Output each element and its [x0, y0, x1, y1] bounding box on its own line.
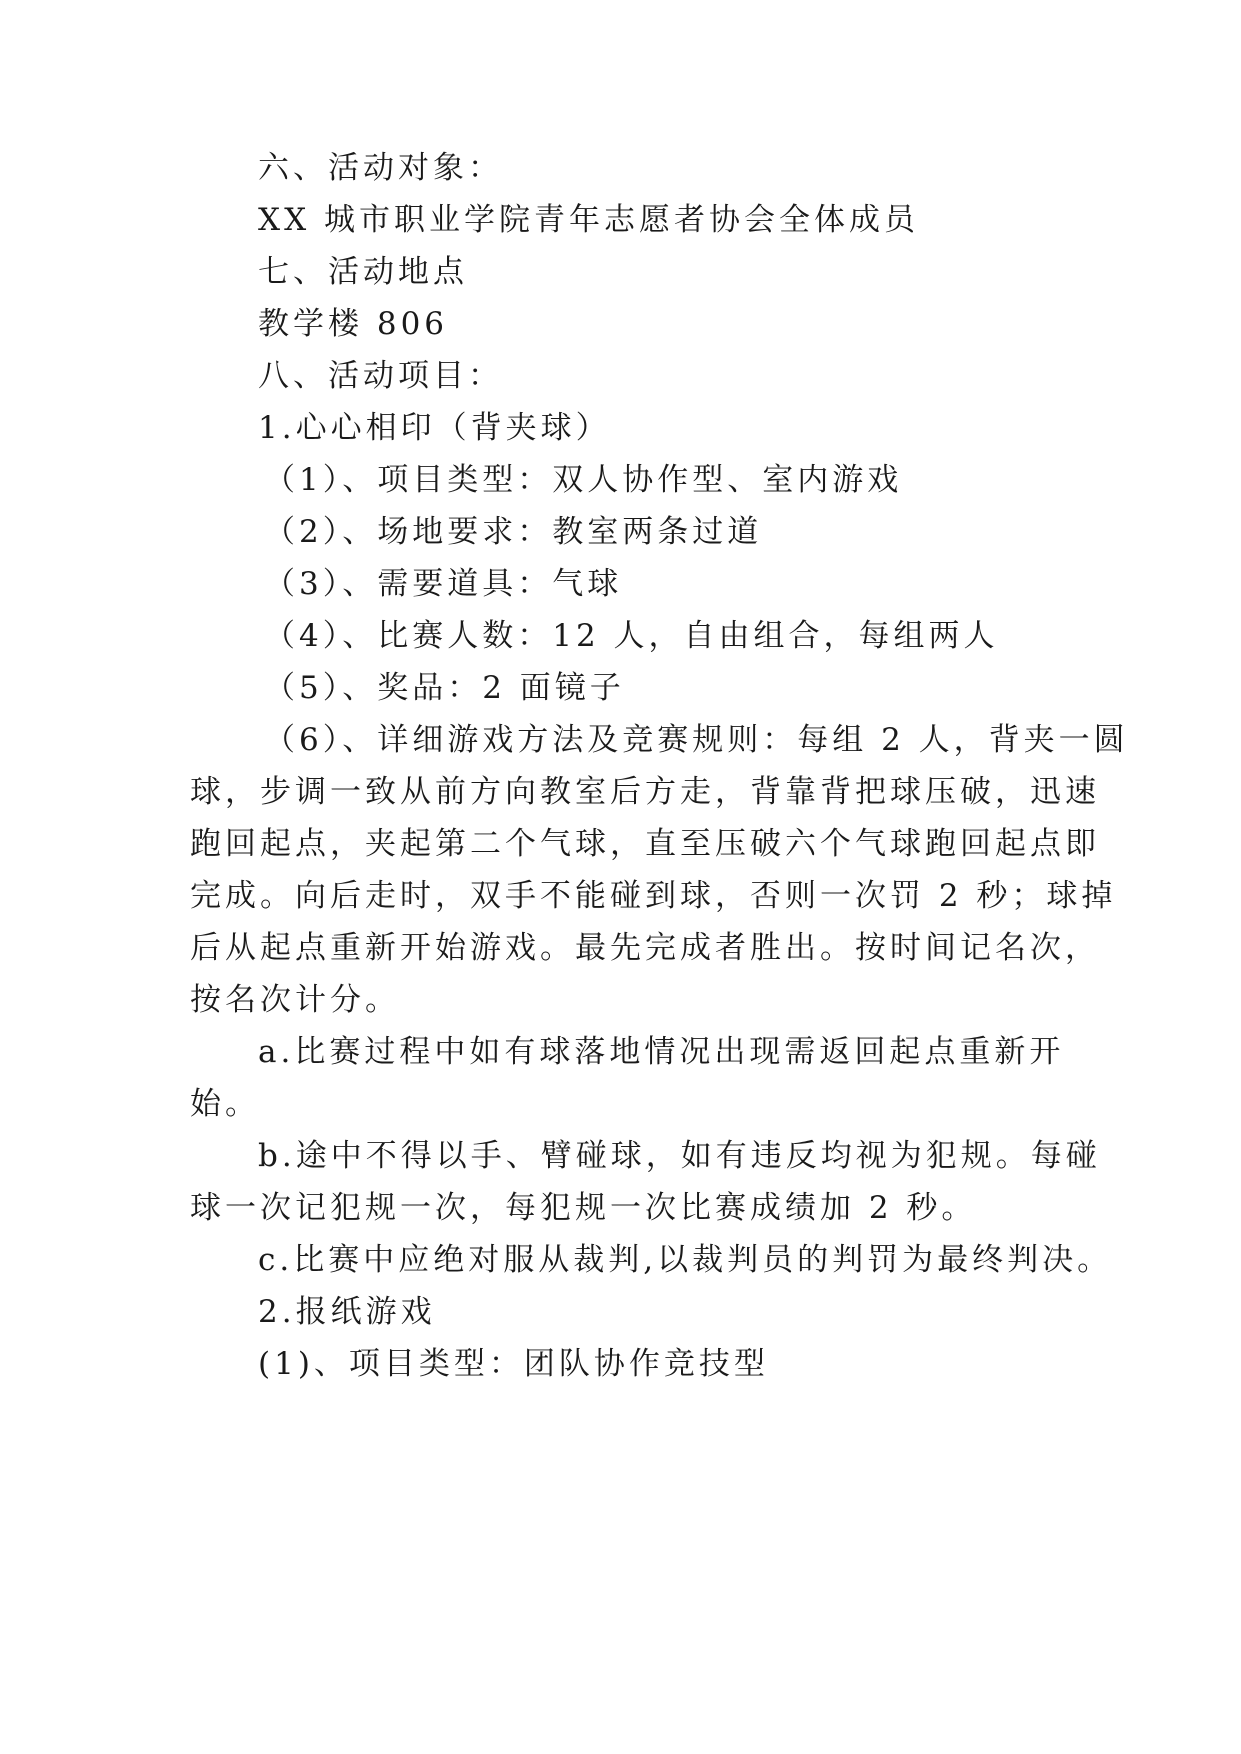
paragraph-line: b.途中不得以手、臂碰球，如有违反均视为犯规。每碰 [258, 1138, 1101, 1174]
paragraph-line: 球一次记犯规一次，每犯规一次比赛成绩加 2 秒。 [190, 1190, 977, 1226]
paragraph-line: 教学楼 806 [258, 306, 449, 342]
item-heading-2: 2.报纸游戏 [258, 1294, 436, 1330]
item-heading-1: 1.心心相印（背夹球） [258, 410, 611, 446]
paragraph-line: （3）、需要道具：气球 [264, 566, 623, 602]
paragraph-line: 始。 [190, 1086, 260, 1122]
section-heading-7: 七、活动地点 [258, 254, 468, 290]
paragraph-line: a.比赛过程中如有球落地情况出现需返回起点重新开 [258, 1034, 1065, 1070]
paragraph-line: （5）、奖品：2 面镜子 [264, 670, 625, 706]
paragraph-line: XX 城市职业学院青年志愿者协会全体成员 [258, 202, 919, 238]
paragraph-line: 按名次计分。 [190, 982, 400, 1018]
section-heading-8: 八、活动项目： [258, 358, 503, 394]
paragraph-line: （1）、项目类型：双人协作型、室内游戏 [264, 462, 903, 498]
section-heading-6: 六、活动对象： [258, 150, 503, 186]
paragraph-line: （6）、详细游戏方法及竞赛规则：每组 2 人，背夹一圆 [264, 722, 1129, 758]
paragraph-line: （2）、场地要求：教室两条过道 [264, 514, 763, 550]
paragraph-line: (1)、项目类型：团队协作竞技型 [258, 1346, 769, 1382]
paragraph-line: 完成。向后走时，双手不能碰到球，否则一次罚 2 秒；球掉 [190, 878, 1117, 914]
paragraph-line: c.比赛中应绝对服从裁判,以裁判员的判罚为最终判决。 [258, 1242, 1113, 1278]
paragraph-line: （4）、比赛人数：12 人，自由组合，每组两人 [264, 618, 999, 654]
paragraph-line: 球，步调一致从前方向教室后方走，背靠背把球压破，迅速 [190, 774, 1100, 810]
paragraph-line: 后从起点重新开始游戏。最先完成者胜出。按时间记名次， [190, 930, 1100, 966]
paragraph-line: 跑回起点，夹起第二个气球，直至压破六个气球跑回起点即 [190, 826, 1100, 862]
